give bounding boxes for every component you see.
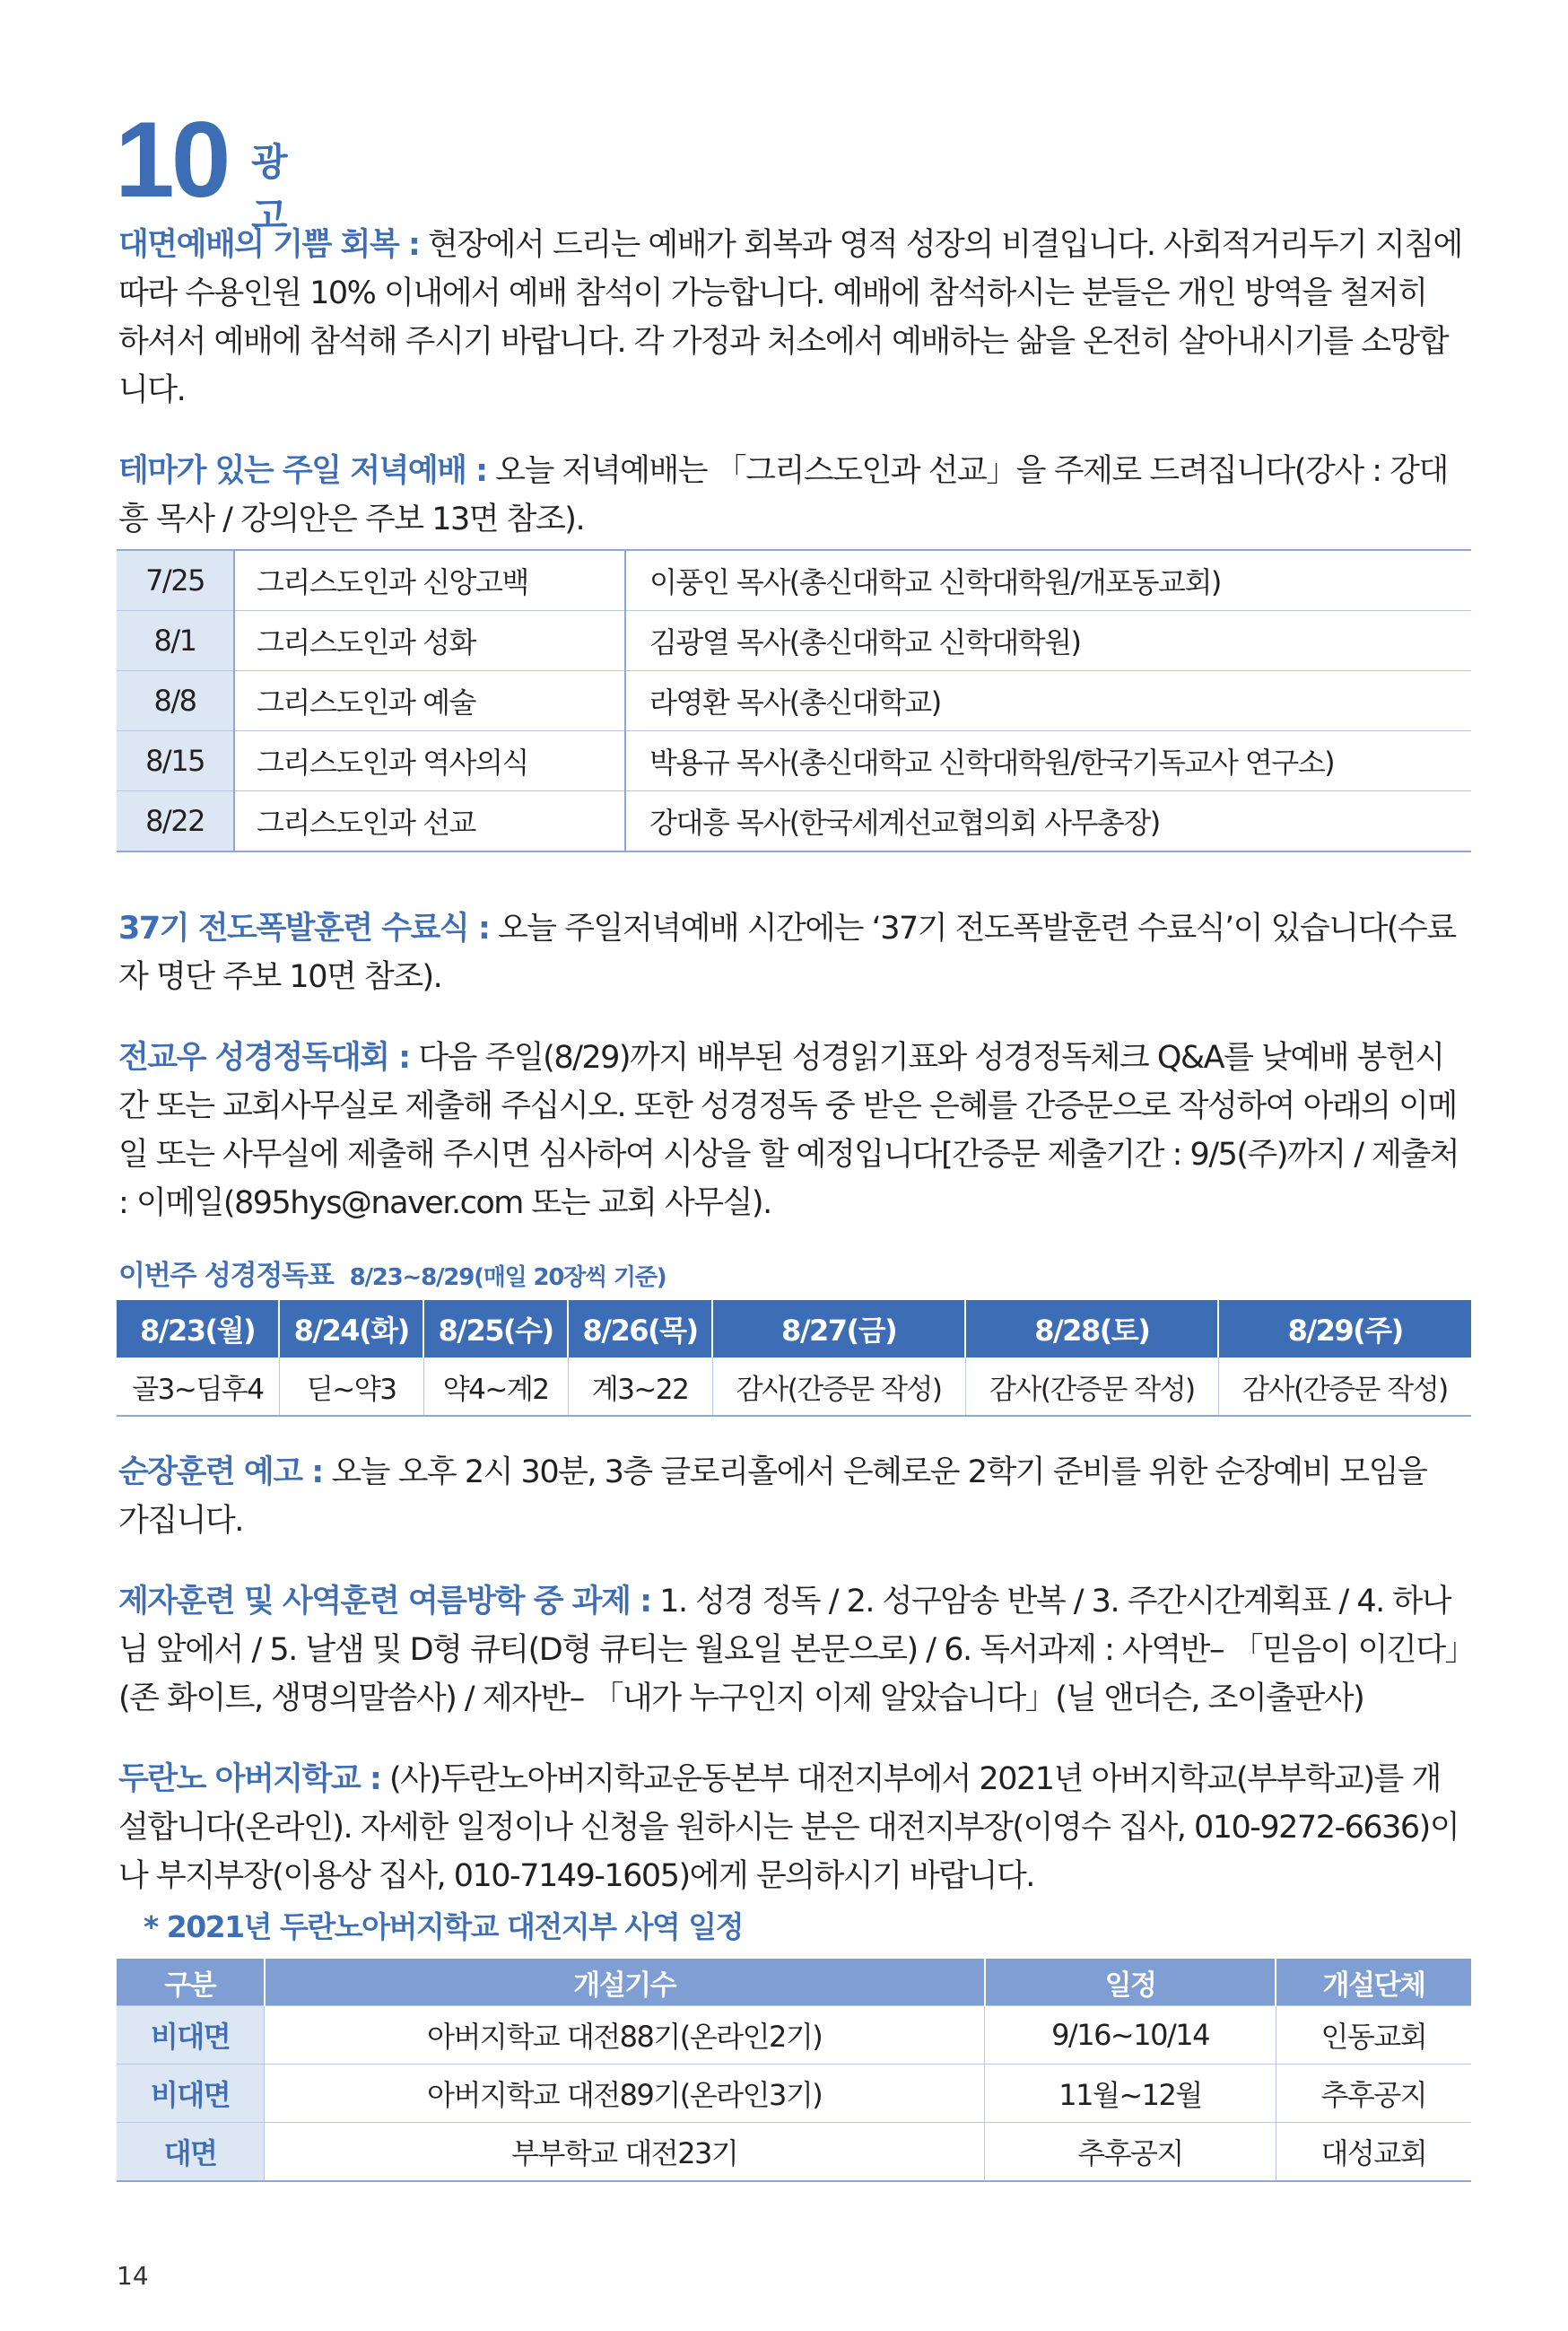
schedule-cell: 아버지학교 대전88기(온라인2기) <box>265 2006 985 2065</box>
subject-cell: 그리스도인과 신앙고백 <box>234 550 625 611</box>
notice-text: 다음 주일(8/29)까지 배부된 성경읽기표와 성경정독체크 Q&A를 낮예배 봉헌시간 또는 교회사무실로 제출해 주십시오. 또한 성경정독 중 받은 은혜를 간증문으로 작성하여 아래의 이메일 또는 사무실에 제출해 주시면 심사하여 시상을 할 예정입니다[간증문 제출기간 : 9/5(주)까지 / 제출처 : 이메일(895hys@naver.com 또는 교회 사무실). <box>118 1040 1459 1221</box>
section-number: 10 <box>115 100 228 220</box>
table-row <box>117 2123 1471 2182</box>
evening-worship-table <box>117 549 1471 852</box>
father-school-schedule-table <box>117 1959 1471 2182</box>
subject-cell: 그리스도인과 예술 <box>234 671 625 731</box>
schedule-cell: 부부학교 대전23기 <box>265 2123 985 2182</box>
date-cell: 8/8 <box>117 671 234 731</box>
reading-table <box>117 1300 1471 1417</box>
table-row <box>117 611 1471 671</box>
table-row <box>117 671 1471 731</box>
column-header: 개설단체 <box>1276 1959 1471 2006</box>
notice-text: 오늘 저녁예배는 「그리스도인과 선교」을 주제로 드려집니다(강사 : 강대흥 목사 / 강의안은 주보 13면 참조). <box>118 453 1448 537</box>
notice-lead: 제자훈련 및 사역훈련 여름방학 중 과제 : <box>118 1584 651 1619</box>
day-header: 8/23(월) <box>117 1300 279 1358</box>
notice-lead: 테마가 있는 주일 저녁예배 : <box>118 453 487 489</box>
subject-cell: 그리스도인과 선교 <box>234 791 625 852</box>
schedule-note: * 2021년 두란노아버지학교 대전지부 사역 일정 <box>144 1909 743 1944</box>
notice-lead: 대면예배의 기쁨 회복 : <box>118 227 420 263</box>
portion-cell: 약4~계2 <box>423 1358 568 1416</box>
day-header: 8/25(수) <box>423 1300 568 1358</box>
portion-cell: 감사(간증문 작성) <box>712 1358 965 1416</box>
notice-lead: 두란노 아버지학교 : <box>118 1761 381 1797</box>
notice-leader-training <box>118 1448 1464 1545</box>
schedule-cell: 9/16~10/14 <box>985 2006 1276 2065</box>
notice-in-person-worship <box>118 221 1464 415</box>
reading-table-title <box>118 1253 666 1293</box>
type-cell: 비대면 <box>117 2006 265 2065</box>
table-row <box>117 2065 1471 2123</box>
schedule-cell: 대성교회 <box>1276 2123 1471 2182</box>
column-header: 구분 <box>117 1959 265 2006</box>
table-row <box>117 791 1471 852</box>
speaker-cell: 강대흥 목사(한국세계선교협의회 사무총장) <box>625 791 1471 852</box>
notice-lead: 전교우 성경정독대회 : <box>118 1040 410 1076</box>
notice-evening-worship <box>118 447 1464 544</box>
notice-bible-reading-contest <box>118 1034 1464 1227</box>
notice-text: (사)두란노아버지학교운동본부 대전지부에서 2021년 아버지학교(부부학교)를 개설합니다(온라인). 자세한 일정이나 신청을 원하시는 분은 대전지부장(이영수 집사, 010-9272-6636)이나 부지부장(이용상 집사, 010-7149-1605)에게 문의하시기 바랍니다. <box>118 1761 1459 1894</box>
notice-text: 오늘 주일저녁예배 시간에는 ‘37기 전도폭발훈련 수료식’이 있습니다(수료자 명단 주보 10면 참조). <box>118 911 1456 995</box>
column-header: 개설기수 <box>265 1959 985 2006</box>
portion-cell: 골3~딤후4 <box>117 1358 279 1416</box>
type-cell: 대면 <box>117 2123 265 2182</box>
subject-cell: 그리스도인과 역사의식 <box>234 731 625 791</box>
day-header: 8/24(화) <box>279 1300 423 1358</box>
notice-evangelism-graduation <box>118 904 1464 1001</box>
portion-cell: 감사(간증문 작성) <box>1242 1373 1448 1406</box>
notice-text: 현장에서 드리는 예배가 회복과 영적 성장의 비결입니다. 사회적거리두기 지침에 따라 수용인원 10% 이내에서 예배 참석이 가능합니다. 예배에 참석하시는 분들은 개인 방역을 철저히 하셔서 예배에 참석해 주시기 바랍니다. 각 가정과 처소에서 예배하는 삶을 온전히 살아내시기를 소망합니다. <box>118 227 1462 408</box>
portion-cell: 계3~22 <box>568 1358 712 1416</box>
date-cell: 8/22 <box>117 791 234 852</box>
schedule-cell: 아버지학교 대전89기(온라인3기) <box>265 2065 985 2123</box>
notice-father-school <box>118 1755 1464 1900</box>
day-header: 8/27(금) <box>712 1300 965 1358</box>
reading-title: 이번주 성경정독표 <box>118 1260 334 1292</box>
table-row <box>117 550 1471 611</box>
table-row <box>117 2006 1471 2065</box>
table-row <box>117 731 1471 791</box>
notice-lead: 37기 전도폭발훈련 수료식 : <box>118 911 490 947</box>
notice-summer-assignments <box>118 1577 1464 1723</box>
notice-text: 오늘 오후 2시 30분, 3층 글로리홀에서 은혜로운 2학기 준비를 위한 순장예비 모임을 가집니다. <box>118 1454 1427 1539</box>
reading-subtitle: 8/23~8/29(매일 20장씩 기준) <box>349 1264 666 1291</box>
notice-lead: 순장훈련 예고 : <box>118 1454 323 1490</box>
schedule-cell: 인동교회 <box>1276 2006 1471 2065</box>
section-title: 광고 <box>251 140 288 238</box>
type-cell: 비대면 <box>117 2065 265 2123</box>
day-header: 8/26(목) <box>568 1300 712 1358</box>
speaker-cell: 김광열 목사(총신대학교 신학대학원) <box>625 611 1471 671</box>
schedule-cell: 11월~12월 <box>985 2065 1276 2123</box>
date-cell: 8/15 <box>117 731 234 791</box>
portion-cell: 딛~약3 <box>279 1358 423 1416</box>
day-header: 8/29(주) <box>1218 1300 1471 1358</box>
subject-cell: 그리스도인과 성화 <box>234 611 625 671</box>
notice-text: 1. 성경 정독 / 2. 성구암송 반복 / 3. 주간시간계획표 / 4. 하나님 앞에서 / 5. 날샘 및 D형 큐티(D형 큐티는 월요일 본문으로) / 6. 독서과제 : 사역반– 「믿음이 이긴다」(존 화이트, 생명의말씀사) / 제자반– 「내가 누구인지 이제 알았습니다」(닐 앤더슨, 조이출판사) <box>118 1584 1459 1716</box>
day-header: 8/28(토) <box>965 1300 1218 1358</box>
portion-cell: 감사(간증문 작성) <box>965 1358 1218 1416</box>
speaker-cell: 박용규 목사(총신대학교 신학대학원/한국기독교사 연구소) <box>625 731 1471 791</box>
date-cell: 8/1 <box>117 611 234 671</box>
speaker-cell: 라영환 목사(총신대학교) <box>625 671 1471 731</box>
date-cell: 7/25 <box>117 550 234 611</box>
column-header: 일정 <box>985 1959 1276 2006</box>
schedule-cell: 추후공지 <box>1276 2065 1471 2123</box>
page-number: 14 <box>117 2261 149 2291</box>
speaker-cell: 이풍인 목사(총신대학교 신학대학원/개포동교회) <box>625 550 1471 611</box>
schedule-cell: 추후공지 <box>985 2123 1276 2182</box>
